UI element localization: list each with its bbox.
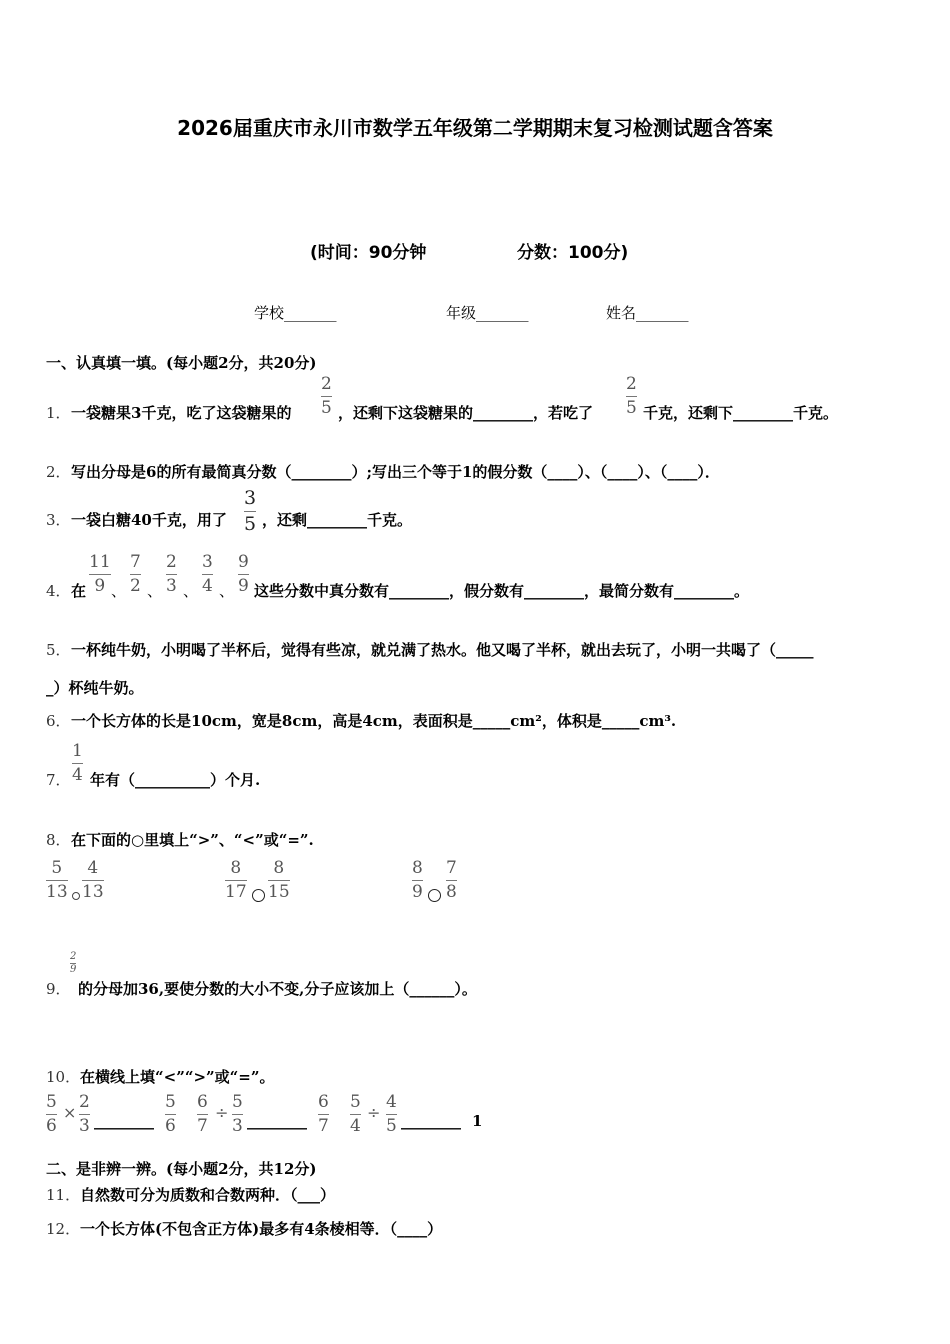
grade-field: 年级_______ bbox=[446, 304, 529, 322]
fraction-bar bbox=[350, 1114, 361, 1115]
fraction: 2 3 bbox=[79, 1092, 90, 1136]
fraction-bar bbox=[165, 1114, 176, 1115]
question-text: 这些分数中真分数有________，假分数有________，最简分数有________。 bbox=[254, 582, 750, 600]
fraction-bar bbox=[89, 574, 111, 575]
fraction-bar bbox=[46, 1114, 57, 1115]
fraction-bar bbox=[225, 880, 247, 881]
compare-circle[interactable] bbox=[72, 892, 80, 900]
separator: 、 bbox=[183, 582, 199, 600]
fraction: 5 3 bbox=[232, 1092, 243, 1136]
fraction: 6 7 bbox=[197, 1092, 208, 1136]
fraction-bar bbox=[321, 396, 332, 397]
fraction-bar bbox=[626, 396, 637, 397]
fraction: 8 15 bbox=[268, 858, 290, 902]
fraction: 7 8 bbox=[446, 858, 457, 902]
separator: 、 bbox=[219, 582, 235, 600]
question-number: 3． bbox=[46, 511, 71, 529]
fraction: 5 6 bbox=[165, 1092, 176, 1136]
fraction-bar bbox=[268, 880, 290, 881]
fraction-bar bbox=[386, 1114, 397, 1115]
compare-circle[interactable] bbox=[252, 889, 265, 902]
fraction: 7 2 bbox=[130, 552, 141, 596]
fraction: 3 4 bbox=[202, 552, 213, 596]
question-number: 12． bbox=[46, 1220, 81, 1238]
school-field: 学校_______ bbox=[254, 304, 337, 322]
section-1-heading: 一、认真填一填。(每小题2分，共20分) bbox=[46, 354, 317, 372]
question-text: 写出分母是6的所有最简真分数（________）;写出三个等于1的假分数（____）、（____）、（____）． bbox=[71, 463, 720, 481]
question-number: 8． bbox=[46, 831, 71, 849]
divide-sign: ÷ bbox=[367, 1103, 381, 1122]
fraction-bar bbox=[412, 880, 423, 881]
fraction: 2 3 bbox=[166, 552, 177, 596]
question-text: 一杯纯牛奶，小明喝了半杯后，觉得有些凉，就兑满了热水。他又喝了半杯，就出去玩了，小明一共喝了（_____ bbox=[71, 641, 814, 659]
fraction-bar bbox=[232, 1114, 243, 1115]
divide-sign: ÷ bbox=[215, 1103, 229, 1122]
fraction: 4 13 bbox=[82, 858, 104, 902]
fraction-bar bbox=[166, 574, 177, 575]
name-field: 姓名_______ bbox=[606, 304, 689, 322]
fraction-bar bbox=[446, 880, 457, 881]
question-text: 在横线上填“<”“>”或“=”。 bbox=[80, 1068, 275, 1086]
fraction: 5 6 bbox=[46, 1092, 57, 1136]
question-text: 在下面的○里填上“>”、“<”或“=”. bbox=[71, 831, 314, 849]
question-text: 一个长方体(不包含正方体)最多有4条棱相等．（____） bbox=[80, 1220, 443, 1238]
question-text: 自然数可分为质数和合数两种．（___） bbox=[80, 1186, 336, 1204]
question-number: 10． bbox=[46, 1068, 81, 1086]
fraction: 8 17 bbox=[225, 858, 247, 902]
fraction-bar bbox=[72, 763, 83, 764]
fraction: 6 7 bbox=[318, 1092, 329, 1136]
fraction-bar bbox=[238, 574, 249, 575]
fraction-bar bbox=[197, 1114, 208, 1115]
separator: 、 bbox=[111, 582, 127, 600]
exam-time: (时间：90分钟 bbox=[310, 243, 427, 263]
fraction: 4 5 bbox=[386, 1092, 397, 1136]
question-text: 在 bbox=[71, 582, 87, 600]
answer-blank[interactable]: ________ bbox=[247, 1112, 307, 1130]
fraction-bar bbox=[318, 1114, 329, 1115]
question-text: 的分母加36,要使分数的大小不变,分子应该加上（______）。 bbox=[78, 980, 477, 998]
question-text: 一个长方体的长是10cm，宽是8cm，高是4cm，表面积是_____cm²，体积是_____cm³. bbox=[71, 712, 677, 730]
question-number: 2． bbox=[46, 463, 71, 481]
multiply-sign: × bbox=[63, 1103, 77, 1122]
fraction-bar bbox=[46, 880, 68, 881]
fraction: 3 5 bbox=[244, 487, 257, 535]
question-text: _）杯纯牛奶。 bbox=[46, 679, 144, 697]
compare-circle[interactable] bbox=[428, 889, 441, 902]
fraction: 1 4 bbox=[72, 741, 83, 785]
section-2-heading: 二、是非辨一辨。(每小题2分，共12分) bbox=[46, 1160, 317, 1178]
question-number: 4． bbox=[46, 582, 71, 600]
question-text: 一袋白糖40千克，用了 bbox=[71, 511, 227, 529]
fraction-bar bbox=[244, 511, 256, 512]
fraction: 9 9 bbox=[238, 552, 249, 596]
fraction: 5 4 bbox=[350, 1092, 361, 1136]
question-number: 1． bbox=[46, 404, 71, 422]
fraction-bar bbox=[130, 574, 141, 575]
question-text: 一袋糖果3千克，吃了这袋糖果的 bbox=[71, 404, 292, 422]
fraction: 2 5 bbox=[321, 374, 332, 418]
separator: 、 bbox=[147, 582, 163, 600]
page-title: 2026届重庆市永川市数学五年级第二学期期末复习检测试题含答案 bbox=[177, 116, 773, 140]
comparison-target: 1 bbox=[472, 1112, 483, 1130]
fraction: 8 9 bbox=[412, 858, 423, 902]
question-number: 5． bbox=[46, 641, 71, 659]
fraction: 11 9 bbox=[89, 552, 111, 596]
question-text: 年有（__________）个月. bbox=[90, 771, 261, 789]
question-text: 千克，还剩下________千克。 bbox=[643, 404, 839, 422]
fraction-bar bbox=[202, 574, 213, 575]
question-text: ，还剩下这袋糖果的________，若吃了 bbox=[338, 404, 594, 422]
question-text: ，还剩________千克。 bbox=[262, 511, 413, 529]
fraction: 2 5 bbox=[626, 374, 637, 418]
question-number: 6． bbox=[46, 712, 71, 730]
answer-blank[interactable]: ________ bbox=[94, 1112, 154, 1130]
fraction-bar bbox=[79, 1114, 90, 1115]
question-number: 7． bbox=[46, 771, 71, 789]
fraction: 2 9 bbox=[70, 951, 77, 975]
exam-score: 分数：100分) bbox=[517, 243, 629, 263]
fraction-bar bbox=[82, 880, 104, 881]
answer-blank[interactable]: ________ bbox=[401, 1112, 461, 1130]
question-number: 9． bbox=[46, 980, 71, 998]
question-number: 11． bbox=[46, 1186, 81, 1204]
fraction: 5 13 bbox=[46, 858, 68, 902]
